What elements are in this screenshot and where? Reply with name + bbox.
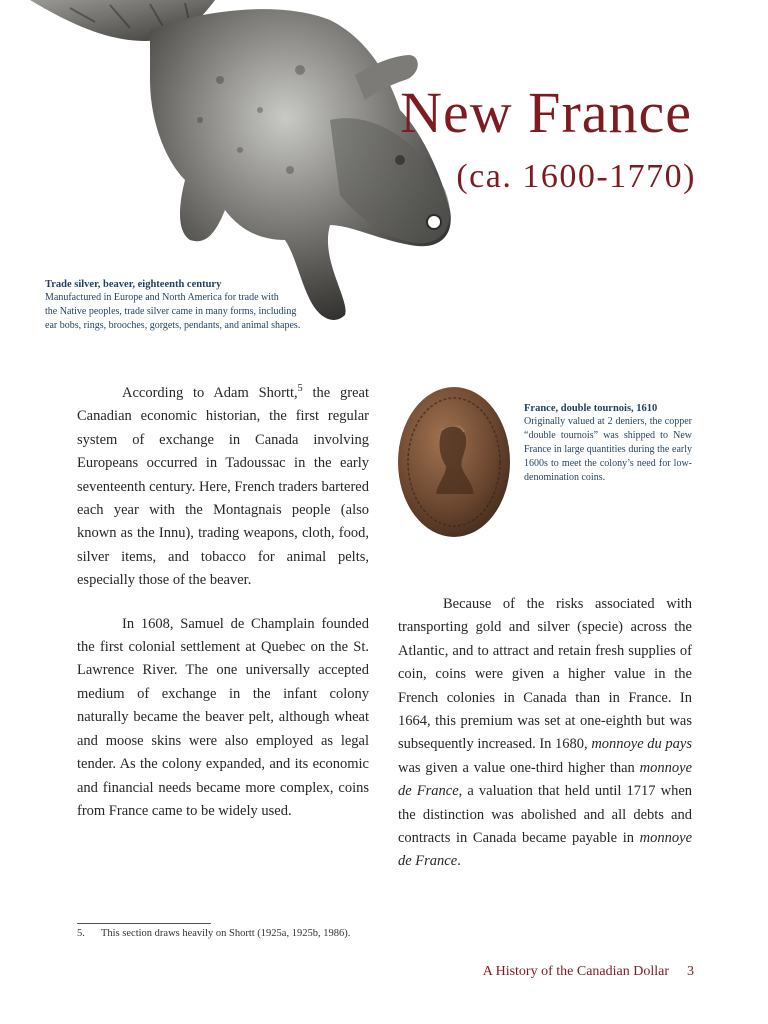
paragraph-specie [398,593,692,874]
paragraph-text: was given a value one-third higher than [398,759,640,776]
beaver-caption-line: Manufactured in Europe and North America for trade with [45,292,279,303]
beaver-caption [45,278,307,333]
footnote-text: This section draws heavily on Shortt (1925a, 1925b, 1986). [101,928,351,939]
double-tournois-coin-image [396,382,514,542]
paragraph-text: . [457,853,461,870]
paragraph-shortt [77,382,369,593]
footnote-divider [77,923,211,924]
footnote-number: 5. [77,928,85,939]
paragraph-text: the great Canadian economic historian, the first regular system of exchange in Canada involving Europeans occurred in Tadoussac in the early seventeenth century. Here, French traders bartered each year with the Montagnais people (also known as the Innu), trading weapons, cloth, food, silver items, and tobacco for animal pelts, especially those of the beaver. [77,385,369,589]
book-title: A History of the Canadian Dollar [482,964,669,979]
coin-caption [524,402,692,485]
footnote-ref: 5 [297,383,303,395]
paragraph-text: , a valuation that held until 1717 when the distinction was abolished and all debts and contracts in Canada became payable in [398,783,693,847]
page-footer [483,964,694,980]
page-subtitle: (ca. 1600-1770) [456,158,696,195]
paragraph-text: Because of the risks associated with transporting gold and silver (specie) across the Atlantic, and to attract and retain fresh supplies of coin, coins were given a higher value in the French colonies in Canada than in France. In 1664, this premium was set at one-eighth but was subsequently increased. In 1680, [398,596,692,753]
italic-term: monnoye de France [398,759,692,800]
paragraph-champlain: In 1608, Samuel de Champlain founded the first colonial settlement at Quebec on the St. Lawrence River. The one universally accepted medium of exchange in the infant colony naturally became the beaver pelt, although wheat and moose skins were also employed as legal tender. As the colony expanded, and its economic and financial needs became more complex, coins from France came to be widely used. [77,615,369,819]
paragraph-text: According to Adam Shortt, [122,385,298,401]
left-column [77,382,369,823]
coin-caption-title: France, double tournois, 1610 [524,403,658,414]
right-column [398,593,692,874]
beaver-caption-line: the Native peoples, trade silver came in many forms, including [45,306,297,317]
italic-term: monnoye du pays [591,736,692,753]
beaver-caption-title: Trade silver, beaver, eighteenth century [45,279,222,290]
page-title: New France [400,80,692,145]
coin-caption-body: Originally valued at 2 deniers, the copper “double tournois” was shipped to New France in large quantities during the early 1600s to meet the colony’s need for low-denomination coins. [524,416,692,483]
footnote [77,928,350,939]
page-number: 3 [687,964,694,979]
italic-term: monnoye de France [398,830,692,870]
beaver-caption-line: ear bobs, rings, brooches, gorgets, pendants, and animal shapes. [45,320,301,331]
